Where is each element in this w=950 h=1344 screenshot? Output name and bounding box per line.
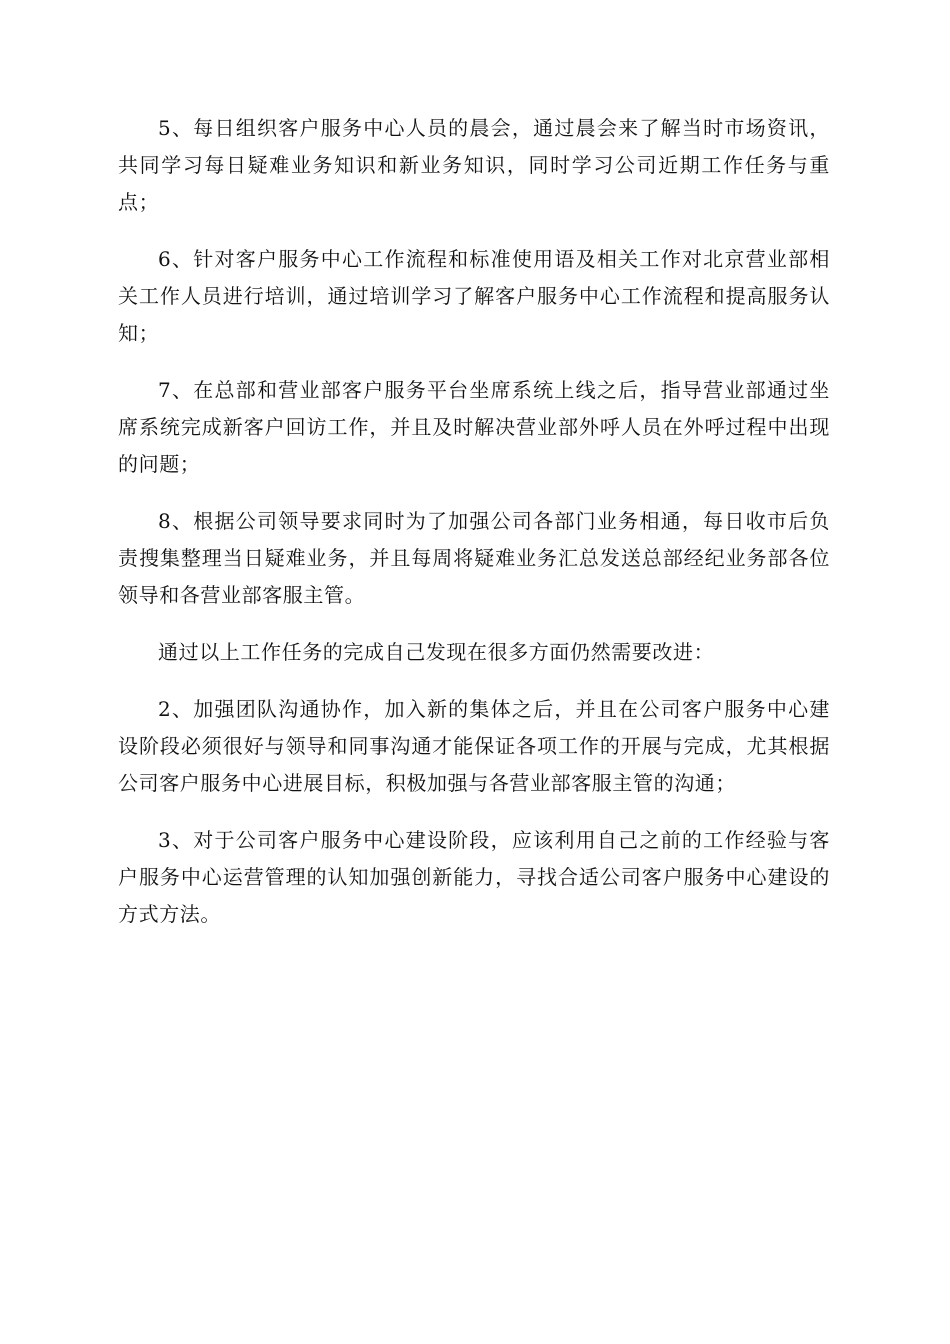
paragraph-item-8: 8、根据公司领导要求同时为了加强公司各部门业务相通，每日收市后负责搜集整理当日疑难业务，并且每周将疑难业务汇总发送总部经纪业务部各位领导和各营业部客服主管。 — [118, 509, 830, 607]
paragraph-improvement-2: 2、加强团队沟通协作，加入新的集体之后，并且在公司客户服务中心建设阶段必须很好与领导和同事沟通才能保证各项工作的开展与完成，尤其根据公司客户服务中心进展目标，积极加强与各营业部客服主管的沟通； — [118, 697, 830, 795]
document-body — [118, 110, 830, 953]
paragraph-improvement-3: 3、对于公司客户服务中心建设阶段，应该利用自己之前的工作经验与客户服务中心运营管理的认知加强创新能力，寻找合适公司客户服务中心建设的方式方法。 — [118, 828, 830, 926]
paragraph-item-7: 7、在总部和营业部客户服务平台坐席系统上线之后，指导营业部通过坐席系统完成新客户回访工作，并且及时解决营业部外呼人员在外呼过程中出现的问题； — [118, 378, 830, 476]
paragraph-item-5: 5、每日组织客户服务中心人员的晨会，通过晨会来了解当时市场资讯，共同学习每日疑难业务知识和新业务知识，同时学习公司近期工作任务与重点； — [118, 116, 830, 214]
paragraph-improvement-intro: 通过以上工作任务的完成自己发现在很多方面仍然需要改进： — [158, 640, 715, 664]
paragraph-item-6: 6、针对客户服务中心工作流程和标准使用语及相关工作对北京营业部相关工作人员进行培训，通过培训学习了解客户服务中心工作流程和提高服务认知； — [118, 247, 830, 345]
